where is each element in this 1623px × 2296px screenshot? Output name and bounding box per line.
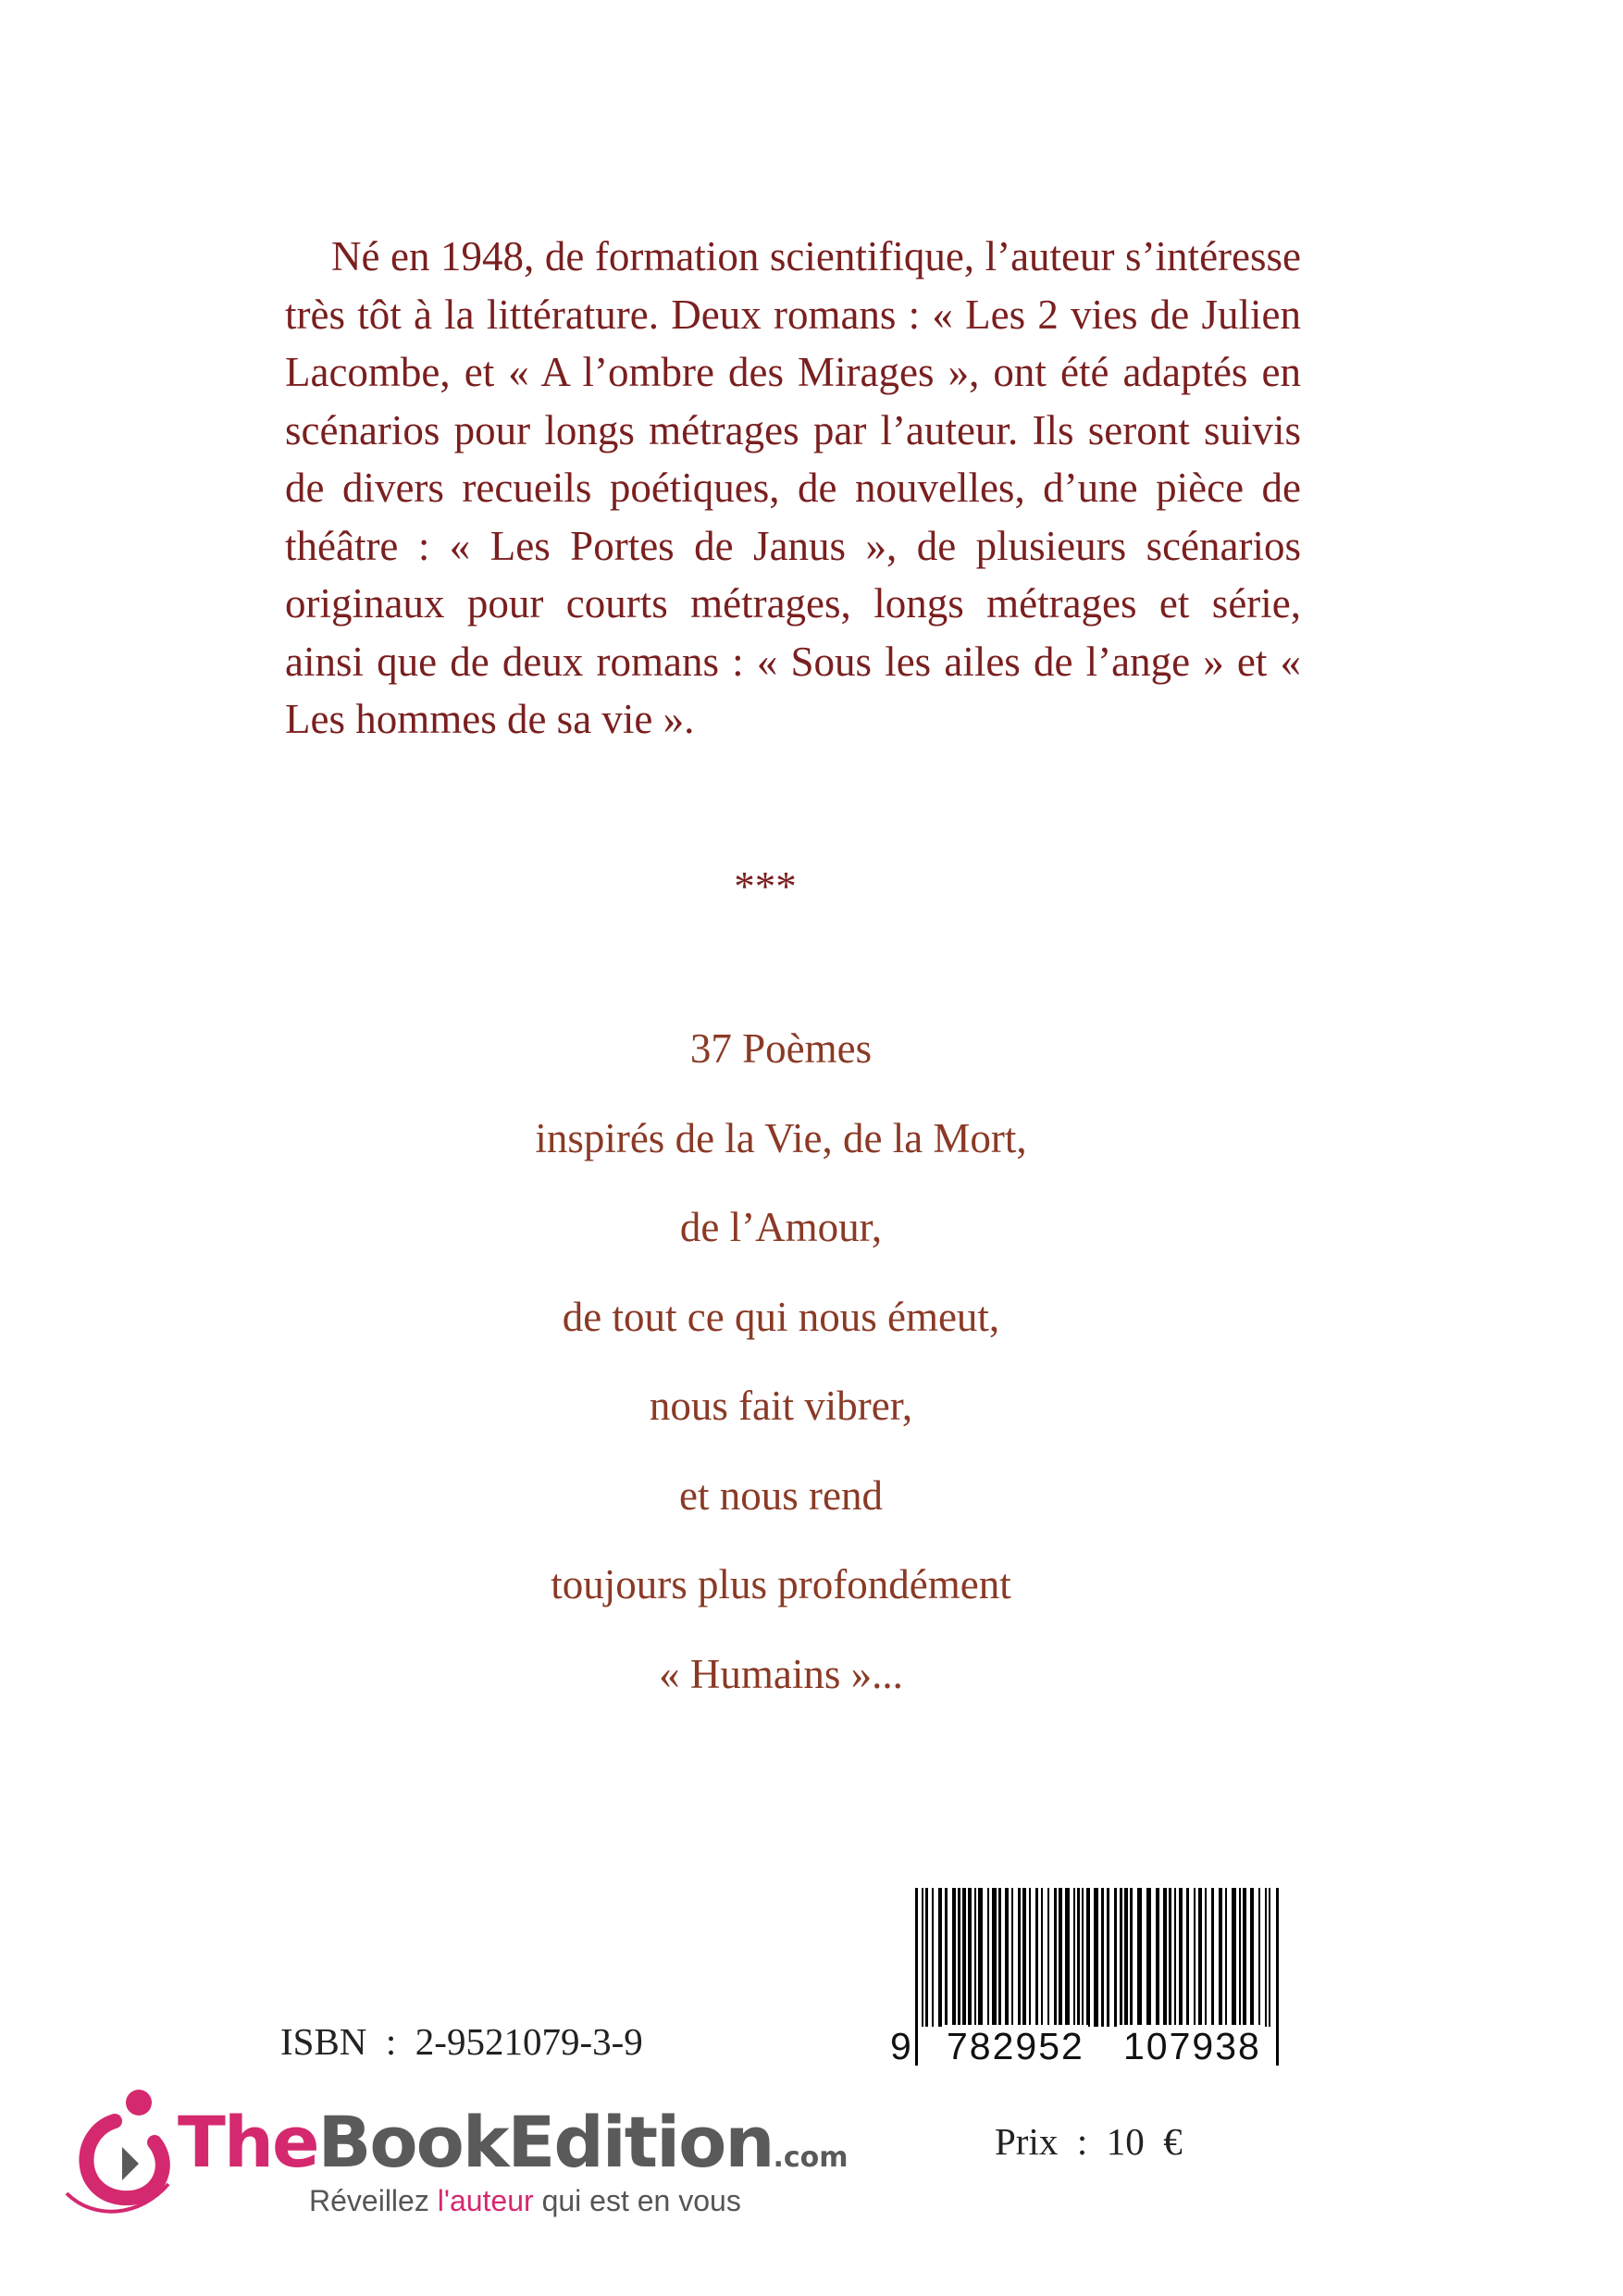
isbn-label: ISBN : 2-9521079-3-9 [280, 2020, 643, 2063]
barcode-bar [1130, 1888, 1133, 2027]
barcode-bar [1179, 1888, 1183, 2027]
price-label: Prix : 10 € [995, 2120, 1183, 2163]
barcode-first-digit: 9 [890, 2025, 911, 2067]
barcode-bar [1186, 1888, 1189, 2027]
barcode-bar [952, 1888, 956, 2027]
barcode-bar [1269, 1888, 1270, 2027]
barcode-bar [1082, 1888, 1084, 2027]
barcode-bar [992, 1888, 997, 2027]
barcode-bar [1124, 1888, 1128, 2027]
tagline-end: qui est en vous [533, 2184, 741, 2217]
barcode-bar [1041, 1888, 1043, 2027]
barcode [884, 1888, 1291, 2073]
barcode-bar [1101, 1888, 1104, 2027]
publisher-name-suffix: .com [773, 2141, 849, 2174]
barcode-bar [1258, 1888, 1260, 2027]
barcode-bar [987, 1888, 989, 2027]
barcode-bar [938, 1888, 942, 2027]
barcode-bar [1265, 1888, 1267, 2027]
barcode-bar [1219, 1888, 1222, 2027]
poem-line: et nous rend [679, 1471, 883, 1519]
barcode-bar [1114, 1888, 1117, 2027]
barcode-bar [1156, 1888, 1159, 2027]
barcode-bar [945, 1888, 948, 2027]
barcode-bar [1107, 1888, 1109, 2027]
barcode-bar [978, 1888, 983, 2027]
poem-blurb [0, 1018, 1562, 1732]
tagline-start: Réveillez [309, 2184, 438, 2217]
poem-line: toujours plus profondément [551, 1561, 1011, 1607]
barcode-bar [1239, 1888, 1241, 2027]
publisher-tagline [309, 2184, 741, 2218]
poem-line: 37 Poèmes [689, 1025, 873, 1072]
barcode-bar [974, 1888, 976, 2027]
barcode-bar [998, 1888, 1001, 2027]
barcode-bar [1029, 1888, 1031, 2027]
barcode-bar [1211, 1888, 1214, 2027]
barcode-bar [1005, 1888, 1009, 2027]
barcode-bar [1073, 1888, 1075, 2027]
barcode-bar [1174, 1888, 1176, 2027]
barcode-bar [1086, 1888, 1090, 2027]
barcode-bar [1094, 1888, 1098, 2027]
barcode-bar [1054, 1888, 1057, 2027]
barcode-bar [1120, 1888, 1122, 2027]
poem-line: de l’Amour, [679, 1204, 883, 1250]
poem-line: « Humains »... [659, 1650, 903, 1697]
barcode-bar [1011, 1888, 1013, 2027]
publisher-name-the: The [178, 2101, 318, 2183]
barcode-bar [1022, 1888, 1026, 2027]
barcode-bar [1047, 1888, 1049, 2027]
barcode-bar [932, 1888, 934, 2027]
barcode-bar [1065, 1888, 1070, 2027]
barcode-bar [922, 1888, 923, 2027]
publisher-logo-icon [57, 2082, 187, 2221]
barcode-bar [1018, 1888, 1021, 2027]
barcode-bar [1077, 1888, 1080, 2027]
barcode-right-group: 107938 [1120, 2025, 1265, 2068]
barcode-bar [1169, 1888, 1171, 2027]
section-separator: *** [734, 863, 797, 910]
publisher-logo [57, 2082, 849, 2230]
publisher-name [178, 2101, 849, 2183]
barcode-bar [1243, 1888, 1246, 2027]
author-bio: Né en 1948, de formation scientifique, l’auteur s’intéresse très tôt à la littérature. Deux romans : « Les 2 vies de Julien Lacombe, et « A l’ombre des Mirages », ont été adaptés en scénarios pour longs métrages par l’auteur. Ils seront suivis de divers recueils poétiques, de nouvelles, d’une pièce de théâtre : « Les Portes de Janus », de plusieurs scénarios originaux pour courts métrages, longs métrages et série, ainsi que de deux romans : « Sous les ailes de l’ange » et « Les hommes de sa vie ». [285, 233, 1301, 742]
poem-line: nous fait vibrer, [649, 1383, 913, 1429]
barcode-bar [1035, 1888, 1038, 2027]
barcode-bar [925, 1888, 928, 2027]
barcode-digits [884, 2025, 1291, 2073]
barcode-bar [958, 1888, 960, 2027]
barcode-bar [1137, 1888, 1142, 2027]
poem-line: inspirés de la Vie, de la Mort, [535, 1114, 1027, 1161]
barcode-bar [1146, 1888, 1151, 2027]
barcode-bar [1225, 1888, 1227, 2027]
barcode-left-group: 782952 [943, 2025, 1088, 2068]
barcode-bar [1059, 1888, 1062, 2027]
barcode-bar [1198, 1888, 1202, 2027]
barcode-bar [1250, 1888, 1254, 2027]
barcode-bar [1163, 1888, 1167, 2027]
barcode-bar [968, 1888, 972, 2027]
barcode-bar [962, 1888, 966, 2027]
barcode-bar [1232, 1888, 1236, 2027]
publisher-name-bookedition: BookEdition [317, 2101, 774, 2183]
tagline-accent: l'auteur [437, 2184, 534, 2217]
barcode-bar [1194, 1888, 1196, 2027]
poem-line: de tout ce qui nous émeut, [562, 1293, 1000, 1340]
